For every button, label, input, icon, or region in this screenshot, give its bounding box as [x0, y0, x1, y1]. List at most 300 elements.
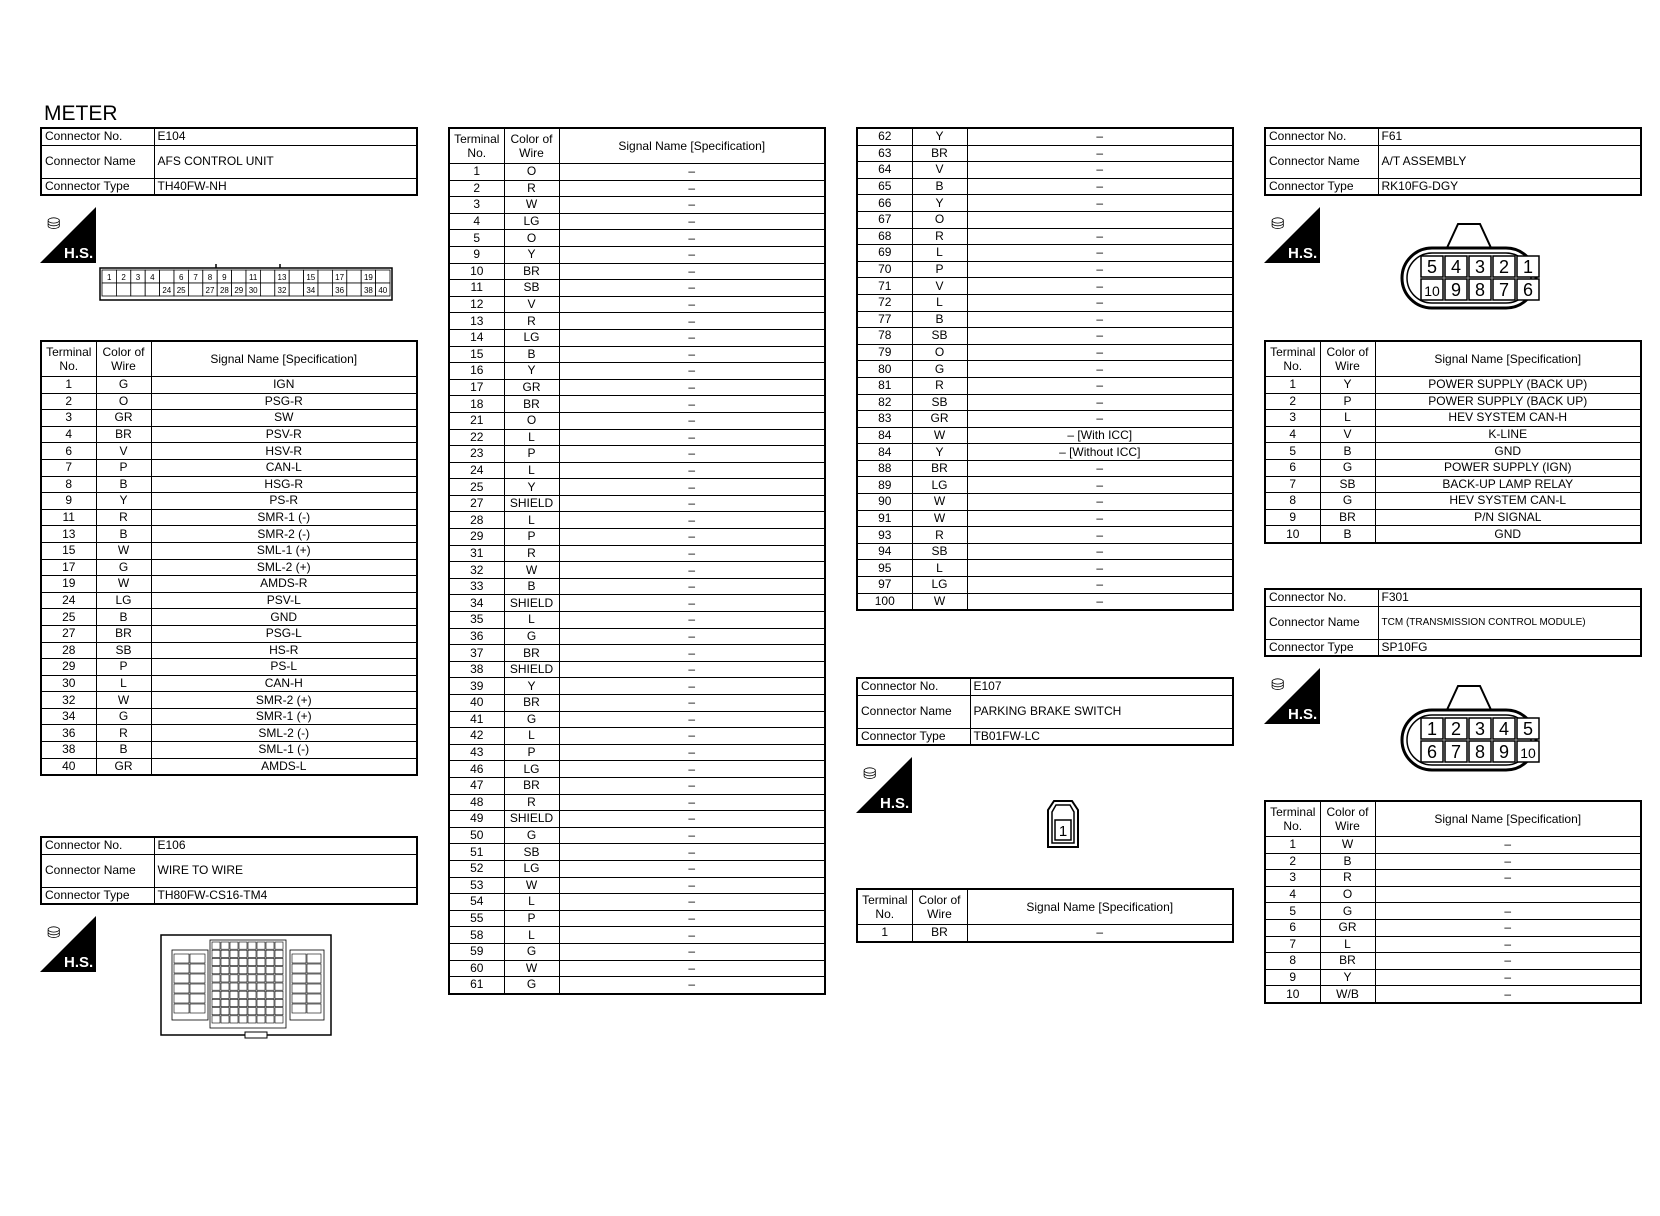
signal-name-cell: – [559, 695, 825, 712]
pin-cell [266, 1008, 274, 1015]
f301-connector-face [1394, 684, 1544, 780]
signal-name-cell: – [967, 460, 1233, 477]
wire-color-cell: SB [504, 280, 559, 297]
table-row [449, 180, 825, 197]
wire-color-cell: W [912, 510, 967, 527]
pin-number: 9 [222, 273, 227, 282]
signal-name-cell: HS-R [151, 642, 417, 659]
wire-color-cell: R [504, 545, 559, 562]
wire-color-cell: W [912, 494, 967, 511]
signal-name-cell: – [559, 379, 825, 396]
wire-color-cell: P [912, 261, 967, 278]
wire-color-cell: LG [504, 329, 559, 346]
table-row [1265, 410, 1641, 427]
wire-color-cell: Y [912, 444, 967, 461]
signal-name-cell: CAN-L [151, 459, 417, 476]
table-row [1265, 393, 1641, 410]
table-row [41, 592, 417, 609]
wire-color-cell: BR [1320, 509, 1375, 526]
pin-cell [174, 1004, 189, 1013]
table-row [857, 477, 1233, 494]
signal-name-cell: – [559, 811, 825, 828]
signal-name-cell: – [559, 446, 825, 463]
signal-name-cell: – [559, 213, 825, 230]
table-row [857, 145, 1233, 162]
table-row [41, 542, 417, 559]
wire-color-cell: G [1320, 493, 1375, 510]
wire-color-cell: BR [504, 263, 559, 280]
connector-type-value: RK10FG-DGY [1378, 178, 1641, 195]
signal-name-cell: – [559, 280, 825, 297]
signal-name-cell: – [559, 412, 825, 429]
signal-name-cell: – [1375, 969, 1641, 986]
wire-color-cell: P [504, 446, 559, 463]
terminal-no-cell: 29 [449, 529, 504, 546]
pin-cell [221, 999, 229, 1006]
pin-cell [257, 1008, 265, 1015]
pin-cell [116, 283, 130, 296]
table-row [449, 246, 825, 263]
pin-cell [248, 983, 256, 990]
signal-name-cell: – [559, 612, 825, 629]
signal-name-cell: – [Without ICC] [967, 444, 1233, 461]
pin-cell [266, 1016, 274, 1023]
signal-name-cell: – [559, 661, 825, 678]
wire-color-cell: O [1320, 886, 1375, 903]
table-row [857, 228, 1233, 245]
pin-cell [221, 1008, 229, 1015]
signal-name-cell: PSG-R [151, 393, 417, 410]
terminal-no-cell: 4 [41, 426, 96, 443]
pin-cell [292, 984, 306, 993]
terminal-no-cell: 7 [1265, 476, 1320, 493]
pin-cell [221, 975, 229, 982]
pin-number: 2 [121, 273, 126, 282]
table-row [41, 493, 417, 510]
wire-color-cell: SHIELD [504, 595, 559, 612]
connector-name-value: PARKING BRAKE SWITCH [970, 695, 1233, 728]
pin-cell [248, 1016, 256, 1023]
pin-cell [239, 1008, 247, 1015]
table-row [857, 245, 1233, 262]
table-row [449, 412, 825, 429]
signal-name-cell: – [967, 361, 1233, 378]
wire-color-cell: L [1320, 936, 1375, 953]
table-row [857, 560, 1233, 577]
terminal-no-cell: 79 [857, 344, 912, 361]
signal-name-cell: – [1375, 919, 1641, 936]
table-row [449, 960, 825, 977]
signal-name-cell: – [1375, 986, 1641, 1003]
connector-name-value: WIRE TO WIRE [154, 854, 417, 887]
pin-cell [230, 942, 238, 949]
pin-cell [221, 950, 229, 957]
terminal-no-cell: 12 [449, 296, 504, 313]
e107-terminal-table [856, 888, 1234, 943]
table-row [449, 379, 825, 396]
e104-pin-table [40, 340, 418, 776]
pin-number: 8 [1474, 742, 1486, 762]
wire-color-cell: W [504, 562, 559, 579]
table-row [41, 625, 417, 642]
terminal-no-cell: 35 [449, 612, 504, 629]
signal-name-cell: – [559, 313, 825, 330]
table-row [449, 612, 825, 629]
wire-color-cell: G [504, 977, 559, 994]
terminal-no-cell: 4 [1265, 426, 1320, 443]
wire-color-cell: R [504, 794, 559, 811]
pin-cell [232, 270, 246, 283]
wire-color-cell: G [912, 361, 967, 378]
table-row [857, 394, 1233, 411]
pin-number: 1 [1426, 719, 1438, 739]
table-row [449, 777, 825, 794]
wire-color-cell: BR [504, 777, 559, 794]
wire-color-cell: L [912, 245, 967, 262]
wire-color-cell: W [504, 197, 559, 214]
pin-number: 4 [150, 273, 155, 282]
pin-cell [230, 1008, 238, 1015]
terminal-no-cell: 58 [449, 927, 504, 944]
wire-color-cell: P [96, 659, 151, 676]
wire-color-cell: G [504, 827, 559, 844]
table-row [41, 758, 417, 775]
table-row [1265, 509, 1641, 526]
signal-name-cell: SMR-1 (-) [151, 509, 417, 526]
wire-color-cell: R [96, 725, 151, 742]
pin-number: 5 [1426, 257, 1438, 277]
signal-name-cell: – [559, 711, 825, 728]
terminal-no-cell: 10 [1265, 526, 1320, 543]
terminal-no-cell: 27 [41, 625, 96, 642]
signal-name-cell: – [967, 925, 1233, 942]
pin-number: 6 [1522, 280, 1534, 300]
pin-cell [257, 983, 265, 990]
e106-terminal-table-b [856, 127, 1234, 611]
signal-name-cell: – [With ICC] [967, 427, 1233, 444]
connector-type-value: TH80FW-CS16-TM4 [154, 887, 417, 904]
pin-cell [307, 984, 321, 993]
table-row [449, 645, 825, 662]
signal-name-cell: – [967, 543, 1233, 560]
table-row [857, 427, 1233, 444]
pin-cell [289, 270, 303, 283]
terminal-no-cell: 30 [41, 675, 96, 692]
svg-text:⛁: ⛁ [1271, 214, 1285, 233]
wire-color-cell: R [1320, 870, 1375, 887]
f61-connector-face [1394, 222, 1544, 318]
signal-name-cell: AMDS-L [151, 758, 417, 775]
connector-f61 [1264, 127, 1642, 196]
pin-number: 27 [205, 286, 215, 295]
wire-color-cell: G [504, 711, 559, 728]
table-row [41, 377, 417, 394]
e106-terminal-table-a [448, 127, 826, 995]
pin-cell [307, 964, 321, 973]
terminal-no-cell: 5 [449, 230, 504, 247]
pin-number: 3 [1474, 257, 1486, 277]
wire-color-cell: Y [504, 479, 559, 496]
wire-color-cell: G [96, 377, 151, 394]
wire-color-cell: Y [1320, 377, 1375, 394]
table-row [857, 162, 1233, 179]
signal-name-cell: – [559, 678, 825, 695]
pin-number: 19 [363, 273, 373, 282]
terminal-no-cell: 50 [449, 827, 504, 844]
table-row [449, 446, 825, 463]
terminal-no-cell: 77 [857, 311, 912, 328]
pin-cell [190, 994, 205, 1003]
table-row [1265, 476, 1641, 493]
wire-color-cell: W [912, 593, 967, 610]
e104-connector-face [98, 264, 394, 300]
table-row [857, 195, 1233, 212]
terminal-no-cell: 89 [857, 477, 912, 494]
terminal-no-cell: 100 [857, 593, 912, 610]
pin-number: 10 [1520, 745, 1536, 761]
pin-cell [174, 964, 189, 973]
connector-type-value: TH40FW-NH [154, 178, 417, 195]
pin-number: 8 [1474, 280, 1486, 300]
pin-cell [266, 967, 274, 974]
table-row [41, 559, 417, 576]
terminal-no-cell: 51 [449, 844, 504, 861]
pin-cell [239, 958, 247, 965]
pin-cell [266, 983, 274, 990]
color-header: Color of Wire [1320, 801, 1375, 837]
signal-name-cell: – [559, 462, 825, 479]
table-row [449, 495, 825, 512]
pin-number: 5 [1522, 719, 1534, 739]
signal-name-cell: – [967, 195, 1233, 212]
signal-name-cell: – [559, 578, 825, 595]
table-row [857, 294, 1233, 311]
pin-cell [188, 283, 202, 296]
terminal-no-cell: 34 [41, 708, 96, 725]
svg-text:H.S.: H.S. [1288, 245, 1318, 262]
pin-cell [174, 984, 189, 993]
pin-cell [289, 283, 303, 296]
table-row [857, 377, 1233, 394]
terminal-no-cell: 70 [857, 261, 912, 278]
signal-header: Signal Name [Specification] [1375, 341, 1641, 377]
terminal-no-cell: 90 [857, 494, 912, 511]
pin-cell [257, 942, 265, 949]
table-row [857, 361, 1233, 378]
table-row [1265, 377, 1641, 394]
pin-number: 2 [1498, 257, 1510, 277]
signal-name-cell: – [1375, 953, 1641, 970]
table-row [857, 278, 1233, 295]
table-row [857, 328, 1233, 345]
terminal-no-cell: 31 [449, 545, 504, 562]
signal-name-cell: SMR-2 (+) [151, 692, 417, 709]
f61-pin-table [1264, 340, 1642, 544]
terminal-no-cell: 63 [857, 145, 912, 162]
f301-info-table [1264, 588, 1642, 657]
signal-name-cell: – [967, 328, 1233, 345]
signal-name-cell: AMDS-R [151, 576, 417, 593]
table-row [449, 628, 825, 645]
pin-number: 8 [207, 273, 213, 282]
pin-cell [221, 983, 229, 990]
pin-cell [275, 983, 283, 990]
pin-cell [230, 1016, 238, 1023]
signal-name-cell: SMR-2 (-) [151, 526, 417, 543]
wire-color-cell: B [504, 578, 559, 595]
connector-e107 [856, 677, 1234, 746]
terminal-no-header: Terminal No. [857, 889, 912, 925]
signal-name-cell: – [559, 495, 825, 512]
wire-color-cell: V [1320, 426, 1375, 443]
wire-color-cell: L [504, 429, 559, 446]
signal-name-cell: – [559, 595, 825, 612]
signal-name-cell: – [559, 562, 825, 579]
terminal-no-cell: 6 [41, 443, 96, 460]
pin-number: 11 [249, 273, 258, 282]
pin-cell [257, 958, 265, 965]
harness-side-icon [1264, 668, 1320, 724]
table-row [1265, 459, 1641, 476]
pin-cell [230, 958, 238, 965]
wire-color-cell: G [1320, 459, 1375, 476]
terminal-no-cell: 5 [1265, 443, 1320, 460]
signal-name-cell: – [559, 230, 825, 247]
table-row [449, 578, 825, 595]
wire-color-cell: SB [96, 642, 151, 659]
f301-pin-table [1264, 800, 1642, 1004]
table-row [449, 894, 825, 911]
signal-name-cell: POWER SUPPLY (IGN) [1375, 459, 1641, 476]
wire-color-cell: G [504, 628, 559, 645]
signal-name-cell: SMR-1 (+) [151, 708, 417, 725]
wire-color-cell: L [504, 612, 559, 629]
table-row [857, 577, 1233, 594]
wire-color-cell: LG [504, 860, 559, 877]
wire-color-cell: SB [912, 394, 967, 411]
signal-name-cell: – [559, 860, 825, 877]
table-row [41, 526, 417, 543]
wire-color-cell: BR [912, 925, 967, 942]
wire-color-cell: B [96, 742, 151, 759]
signal-name-cell: – [1375, 837, 1641, 854]
pin-cell [292, 974, 306, 983]
wire-color-cell: L [912, 560, 967, 577]
table-row [449, 363, 825, 380]
pin-cell [239, 975, 247, 982]
table-row [41, 692, 417, 709]
table-row [449, 695, 825, 712]
terminal-no-cell: 40 [41, 758, 96, 775]
terminal-no-cell: 66 [857, 195, 912, 212]
table-row [449, 877, 825, 894]
terminal-no-cell: 84 [857, 444, 912, 461]
terminal-no-cell: 2 [41, 393, 96, 410]
signal-name-cell: – [559, 529, 825, 546]
wire-color-cell: P [96, 459, 151, 476]
wire-color-cell: SB [912, 543, 967, 560]
hs-badge-f61 [1264, 207, 1320, 263]
terminal-no-cell: 47 [449, 777, 504, 794]
terminal-no-cell: 23 [449, 446, 504, 463]
terminal-no-cell: 2 [449, 180, 504, 197]
signal-name-cell: – [967, 278, 1233, 295]
table-row [41, 410, 417, 427]
pin-cell [239, 991, 247, 998]
e107-pin-table [856, 888, 1234, 943]
pin-cell [212, 983, 220, 990]
wire-color-cell: B [96, 526, 151, 543]
wire-color-cell: B [96, 476, 151, 493]
signal-name-cell: HEV SYSTEM CAN-H [1375, 410, 1641, 427]
connector-name-value: TCM (TRANSMISSION CONTROL MODULE) [1378, 606, 1641, 639]
connector-name-label: Connector Name [1265, 606, 1378, 639]
wire-color-cell: O [504, 164, 559, 181]
pin-cell [248, 950, 256, 957]
wire-color-cell: BR [912, 460, 967, 477]
terminal-no-cell: 95 [857, 560, 912, 577]
wire-color-cell: G [96, 559, 151, 576]
terminal-no-cell: 9 [449, 246, 504, 263]
signal-name-cell [967, 211, 1233, 228]
signal-name-cell: PS-R [151, 493, 417, 510]
pin-cell [257, 1016, 265, 1023]
connector-name-label: Connector Name [857, 695, 970, 728]
signal-header: Signal Name [Specification] [151, 341, 417, 377]
signal-name-cell: – [967, 577, 1233, 594]
terminal-no-cell: 4 [1265, 886, 1320, 903]
table-row [449, 529, 825, 546]
svg-text:⛁: ⛁ [863, 764, 877, 783]
signal-name-cell: POWER SUPPLY (BACK UP) [1375, 393, 1641, 410]
pin-number: 9 [1450, 280, 1462, 300]
pin-cell [190, 974, 205, 983]
pin-cell [248, 991, 256, 998]
terminal-no-cell: 67 [857, 211, 912, 228]
color-header: Color of Wire [96, 341, 151, 377]
connector-type-label: Connector Type [41, 178, 154, 195]
wire-color-cell: Y [504, 363, 559, 380]
e107-info-table [856, 677, 1234, 746]
svg-text:H.S.: H.S. [880, 795, 910, 812]
wire-color-cell: B [96, 609, 151, 626]
wire-color-cell: L [504, 512, 559, 529]
terminal-no-cell: 27 [449, 495, 504, 512]
terminal-no-cell: 18 [449, 396, 504, 413]
table-row [449, 213, 825, 230]
connector-f301 [1264, 588, 1642, 657]
terminal-no-cell: 42 [449, 728, 504, 745]
pin-number: 4 [1450, 257, 1462, 277]
wire-color-cell: V [912, 162, 967, 179]
wire-color-cell: BR [912, 145, 967, 162]
table-row [1265, 526, 1641, 543]
harness-side-icon [40, 916, 96, 972]
wire-color-cell: GR [1320, 919, 1375, 936]
wire-color-cell: R [912, 527, 967, 544]
svg-text:H.S.: H.S. [1288, 706, 1318, 723]
pin-number: 9 [1498, 742, 1510, 762]
table-row [41, 393, 417, 410]
connector-type-value: SP10FG [1378, 639, 1641, 656]
hs-badge-e107 [856, 757, 912, 813]
wire-color-cell: V [96, 443, 151, 460]
table-row [857, 178, 1233, 195]
wire-color-cell: L [504, 894, 559, 911]
connector-name-value: A/T ASSEMBLY [1378, 145, 1641, 178]
table-row [1265, 969, 1641, 986]
pin-cell [266, 950, 274, 957]
